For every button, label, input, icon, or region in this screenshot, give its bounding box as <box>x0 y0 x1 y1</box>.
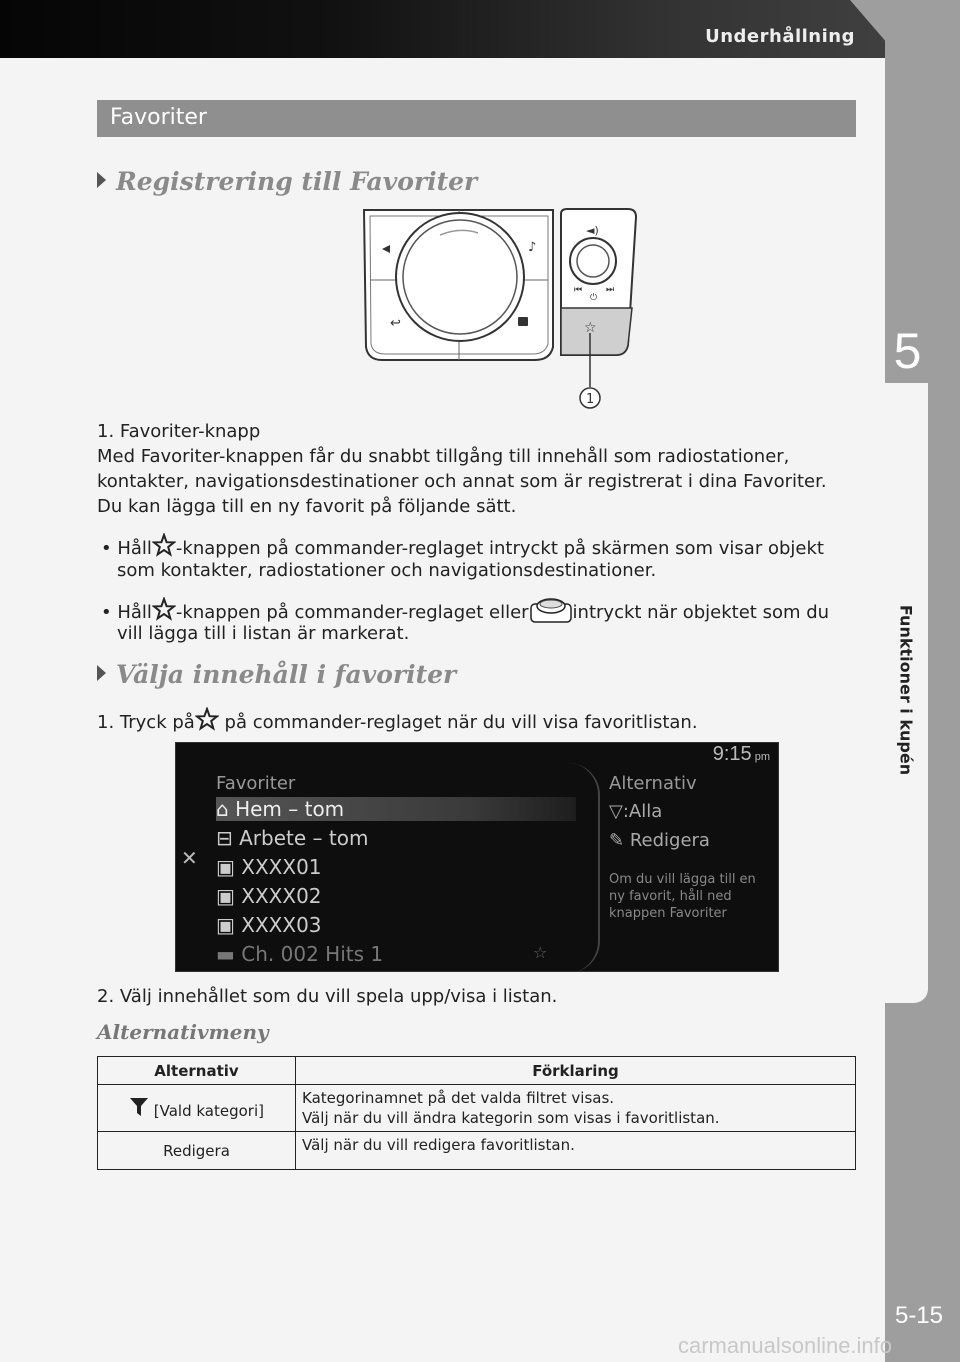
heading-marker-icon <box>97 172 106 188</box>
commander-illustration <box>360 205 650 415</box>
chapter-tab-label: Funktioner i kupén <box>896 604 916 776</box>
col-description-header: Förklaring <box>296 1057 856 1085</box>
contact-icon: ▣ <box>216 884 235 908</box>
description-cell: Välj när du vill redigera favoritlistan. <box>296 1132 856 1170</box>
main-heading-bar <box>97 100 856 137</box>
commander-knob-icon <box>529 596 573 624</box>
bullet-1: • Håll -knappen på commander-reglaget intryckt på skärmen som visar objekt <box>101 533 824 561</box>
contact-icon: ▣ <box>216 913 235 937</box>
favorites-list-title: Favoriter <box>216 773 296 794</box>
svg-text:⏮: ⏮ <box>574 285 583 295</box>
item-favorite-button: 1. Favoriter-knapp <box>97 421 261 442</box>
step-1: 1. Tryck på på commander-reglaget när du vill visa favoritlistan. <box>97 707 698 735</box>
heading-marker-icon <box>97 665 106 681</box>
favorites-screen <box>175 742 779 972</box>
filter-icon: ▽ <box>609 801 623 822</box>
options-menu-heading: Alternativmeny <box>97 1020 269 1044</box>
favorites-star-icon <box>195 707 219 731</box>
list-item[interactable]: ▬ Ch. 002 Hits 1 <box>216 942 384 966</box>
svg-text:♪: ♪ <box>528 240 537 255</box>
favorites-star-icon <box>152 597 176 621</box>
para-line-3: Du kan lägga till en ny favorit på följande sätt. <box>97 496 517 517</box>
bullet-2: • Håll -knappen på commander-reglaget eller intryckt när objektet som du <box>101 596 829 625</box>
table-row <box>98 1132 856 1170</box>
bullet-2-cont: vill lägga till i listan är markerat. <box>117 623 410 644</box>
section1-heading: Registrering till Favoriter <box>97 167 477 196</box>
table-row <box>98 1085 856 1132</box>
banner-diagonal <box>850 0 900 58</box>
hint-text: Om du vill lägga till en ny favorit, håll ned knappen Favoriter <box>609 872 756 921</box>
radio-icon: ▬ <box>216 942 235 966</box>
step-2: 2. Välj innehållet som du vill spela upp/visa i listan. <box>97 986 558 1007</box>
svg-text:⏻: ⏻ <box>590 293 598 303</box>
option-filter[interactable]: ▽:Alla <box>609 801 663 822</box>
callout-number: 1 <box>586 392 595 407</box>
svg-text:☆: ☆ <box>584 320 597 336</box>
description-cell: Kategorinamnet på det valda filtret visas. Välj när du vill ändra kategorin som visas i favoritlistan. <box>296 1085 856 1132</box>
list-item[interactable]: ⌂ Hem – tom <box>216 797 576 821</box>
list-item[interactable]: ▣ XXXX02 <box>216 884 322 908</box>
clock: 9:15 pm <box>712 743 770 765</box>
filter-icon <box>129 1096 149 1118</box>
briefcase-icon: ⊟ <box>216 826 233 850</box>
page-number: 5-15 <box>894 1302 944 1329</box>
home-icon: ⌂ <box>216 797 229 821</box>
para-line-1: Med Favoriter-knappen får du snabbt tillgång till innehåll som radiostationer, <box>97 446 790 467</box>
section-title: Underhållning <box>705 26 855 47</box>
svg-text:↩: ↩ <box>390 316 401 331</box>
list-item[interactable]: ⊟ Arbete – tom <box>216 826 369 850</box>
watermark: carmanualsonline.info <box>678 1333 893 1358</box>
svg-text:◄): ◄) <box>586 224 599 237</box>
banner-corner <box>900 0 960 58</box>
table-header-row <box>98 1057 856 1085</box>
svg-text:⏭: ⏭ <box>606 285 615 295</box>
contact-icon: ▣ <box>216 855 235 879</box>
main-heading: Favoriter <box>110 105 207 130</box>
close-icon[interactable]: ✕ <box>181 846 198 870</box>
favorite-star-icon: ☆ <box>533 943 548 962</box>
section2-heading: Välja innehåll i favoriter <box>97 660 456 689</box>
option-cell: [Vald kategori] <box>98 1085 296 1132</box>
bullet-1-cont: som kontakter, radiostationer och navigationsdestinationer. <box>117 560 657 581</box>
option-cell: Redigera <box>98 1132 296 1170</box>
col-option-header: Alternativ <box>98 1057 296 1085</box>
pencil-icon: ✎ <box>609 830 625 851</box>
para-line-2: kontakter, navigationsdestinationer och annat som är registrerat i dina Favoriter. <box>97 471 827 492</box>
favorites-star-icon <box>152 533 176 557</box>
list-item[interactable]: ▣ XXXX03 <box>216 913 322 937</box>
options-table <box>97 1056 856 1170</box>
options-title: Alternativ <box>609 773 697 794</box>
list-item[interactable]: ▣ XXXX01 <box>216 855 322 879</box>
option-edit[interactable]: ✎ Redigera <box>609 830 710 851</box>
chapter-number: 5 <box>893 323 922 379</box>
